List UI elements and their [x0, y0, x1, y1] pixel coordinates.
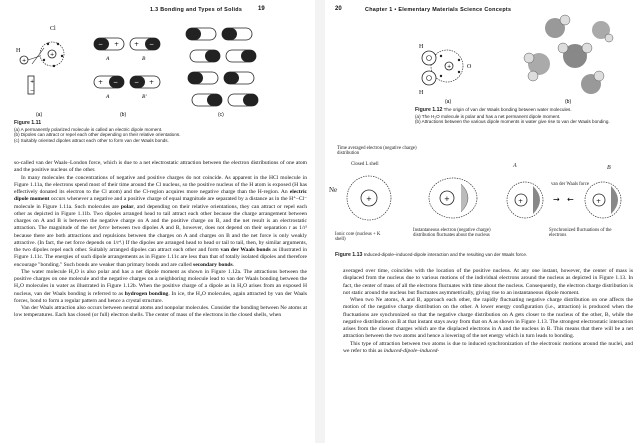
label-fig-b: (b) [565, 99, 572, 105]
atom-a-label: A [513, 163, 517, 169]
svg-text:+: + [50, 52, 55, 58]
figure-1-12 [415, 14, 615, 106]
ionic-core-label: Ionic core (nucleus + K shell) [335, 232, 381, 243]
svg-text:+: + [98, 79, 104, 86]
ne-label: Ne [329, 186, 338, 194]
paragraph: When two Ne atoms, A and B, approach each other, the rapidly fluctuating negative charge distribution on one affects the motion of the negative charge distribution on the other. A lower energy configuration (i.e., attraction) is produced when the fluctuations are synchronized so that the negative charge distribution on A gets closer to the nucleus of the other, B, while the negative distribution on B at that instant stays away from that on A as shown in Figure 1.13. The strongest electrostatic interaction arises from the closest charges which are the displaced electrons in A and the nucleus in B. This means that there will be a net attraction between the two atoms and hence a lowering of the net energy which in turn leads to bonding. [343, 297, 633, 340]
label-cl: Cl [50, 26, 56, 32]
hcl-molecule [20, 42, 64, 94]
running-header: Chapter 1 • Elementary Materials Science Concepts [365, 7, 512, 13]
synchronized-atoms [507, 182, 621, 218]
dipole-pairs [94, 38, 160, 88]
page-number: 20 [335, 6, 342, 12]
paragraph: Van der Waals attraction also occurs between neutral atoms and nonpolar molecules. Consider the bonding between Ne atoms at low temperatures. Each has closed (or full) electron shells. The center of mass of the electrons in the closed shells, when [14, 305, 307, 319]
instantaneous-label: Instantaneous electron (negative charge) distribution fluctuates about the nucleus [413, 228, 491, 239]
caption-figure-label: Figure 1.12 [415, 107, 443, 113]
label-b1: B [142, 56, 146, 62]
time-averaged-label: Time averaged electron (negative charge) distribution [337, 146, 417, 157]
caption-figure-label: Figure 1.13 [335, 252, 363, 258]
book-gutter [315, 0, 325, 443]
instantaneous-distribution [429, 178, 477, 218]
label-fig-a: (a) [36, 112, 43, 118]
figure-1-13 [335, 165, 635, 230]
right-body-text [343, 268, 633, 355]
caption-line: (b) Attractions between the various dipole moments in water give rise to van der Waals bonding. [415, 119, 610, 125]
caption-line: (a) The H₂O molecule is polar and has a net permanent dipole moment. [415, 113, 561, 119]
svg-text:+: + [149, 79, 155, 86]
svg-text:+: + [518, 198, 524, 205]
svg-text:−: − [134, 79, 140, 86]
ne-atom [347, 176, 391, 220]
svg-text:←: ← [567, 195, 574, 204]
right-page [325, 0, 640, 443]
svg-text:→: → [553, 195, 560, 204]
label-b2: B' [142, 94, 147, 100]
left-page [0, 0, 315, 443]
svg-text:+: + [134, 41, 140, 48]
atom-b-label: B [607, 165, 611, 171]
paragraph: The water molecule H₂O is also polar and has a net dipole moment as shown in Figure 1.12a. The attractions between the positive charges on one molecule and the negative charges on a neighboring molecule lead to van der Waals bonding between the H₂O molecules in water as illustrated in Figure 1.12b. When the positive charge of a dipole as in H₂O arises from an exposed H nucleus, van der Waals bonding is referred to as hydrogen bonding. In ice, the H₂O molecules, again attracted by van der Waals forces, bond to form a regular pattern and hence a crystal structure. [14, 268, 307, 304]
figure-1-13-caption [335, 252, 635, 259]
caption-title: The origin of van der Waals bonding between water molecules. [442, 107, 572, 112]
svg-text:−: − [98, 41, 104, 48]
water-molecule-cluster [524, 15, 613, 94]
label-a1: A [106, 56, 110, 62]
label-h1: H [419, 44, 424, 50]
synchronized-label: Synchronized fluctuations of the electrons [549, 228, 612, 239]
caption-figure-label: Figure 1.11 [14, 120, 42, 126]
svg-text:+: + [114, 41, 120, 48]
page-number: 19 [258, 6, 265, 12]
caption-line: (b) Dipoles can attract or repel each other depending on their relative orientations. [14, 132, 181, 138]
label-h2: H [419, 90, 424, 96]
running-header: 1.3 Bonding and Types of Solids [150, 7, 243, 13]
label-a2: A [106, 94, 110, 100]
svg-text:+: + [22, 58, 27, 64]
figure-1-11-caption [14, 120, 304, 144]
paragraph: so-called van der Waals–London force, which is due to a net electrostatic attraction between the electron distributions of one atom and the positive nucleus of the other. [14, 160, 307, 174]
caption-line: (a) A permanently polarized molecule is called an electric dipole moment. [14, 126, 163, 132]
svg-text:+: + [366, 195, 372, 203]
label-fig-b: (b) [120, 112, 127, 118]
left-body-text [14, 160, 307, 320]
paragraph: This type of attraction between two atoms is due to induced synchronization of the electronic motions around the nuclei, and we refer to this as induced-dipole–induced- [343, 340, 633, 354]
svg-text:+: + [30, 79, 35, 85]
caption-line: (c) Suitably oriented dipoles attract each other to form van der Waals bonds. [14, 138, 169, 144]
label-fig-a: (a) [445, 99, 452, 105]
svg-text:−: − [30, 88, 35, 94]
svg-text:−: − [113, 79, 119, 86]
water-molecule [422, 50, 463, 85]
caption-title: Induced-dipole–induced-dipole interaction and the resulting van der Waals force. [362, 252, 528, 257]
svg-text:−: − [149, 41, 155, 48]
svg-text:+: + [447, 64, 452, 70]
closed-shell-label: Closed L shell [351, 162, 379, 167]
label-o: O [467, 64, 472, 70]
svg-text:+: + [444, 195, 450, 203]
label-h: H [16, 48, 21, 54]
van-der-waals-dipole-arrangement [186, 28, 258, 106]
svg-text:+: + [596, 198, 602, 205]
figure-1-11 [10, 14, 270, 119]
paragraph: In many molecules the concentrations of negative and positive charges do not coincide. As apparent in the HCl molecule in Figure 1.11a, the electrons spend most of their time around the Cl nucleus, so the positive nucleus of the H atom is exposed (H has effectively donated its electron to the Cl atom) and the Cl-region acquires more negative charge than the H-region. An electric dipole moment occurs whenever a negative and a positive charge of equal magnitude are separated by a distance as in the H⁺–Cl⁻ molecule in Figure 1.11a. Such molecules are polar, and depending on their relative orientations, they can attract or repel each other as depicted in Figure 1.11b. Two dipoles arranged head to tail attract each other because the charge arrangement between charges on A and B is between the negative charge on A and the positive charge on B, and the net result is an electrostatic attraction. The magnitude of the net force between two dipoles A and B, however, does not depend on their separation r as 1/r² because there are both attractions and repulsions between the charges on A and charges on B and the net force is only weakly attractive. (In fact, the net force depends on 1/r⁴.) If the dipoles are arranged head to head or tail to tail, then, by similar arguments, the two dipoles repel each other. Suitably arranged dipoles can attract each other and form van der Waals bonds as illustrated in Figure 1.11c. The energies of such dipole arrangements as in Figure 1.11c are less than that of totally isolated dipoles and therefore encourage "bonding." Such bonds are weaker than primary bonds and are called secondary bonds. [14, 174, 308, 268]
paragraph: averaged over time, coincides with the location of the positive nucleus. At any one instant, however, the center of mass is displaced from the nucleus due to various motions of the individual electrons around the nucleus as depicted in Figure 1.13. In fact, the center of mass of all the electrons fluctuates with time about the nucleus. Consequently, the electron charge distribution is not static around the nucleus but fluctuates asymmetrically, giving rise to an instantaneous dipole moment. [343, 268, 633, 296]
figure-1-12-caption [415, 107, 620, 125]
label-fig-c: (c) [218, 112, 224, 118]
vdw-force-label: van der Waals force [551, 182, 590, 187]
